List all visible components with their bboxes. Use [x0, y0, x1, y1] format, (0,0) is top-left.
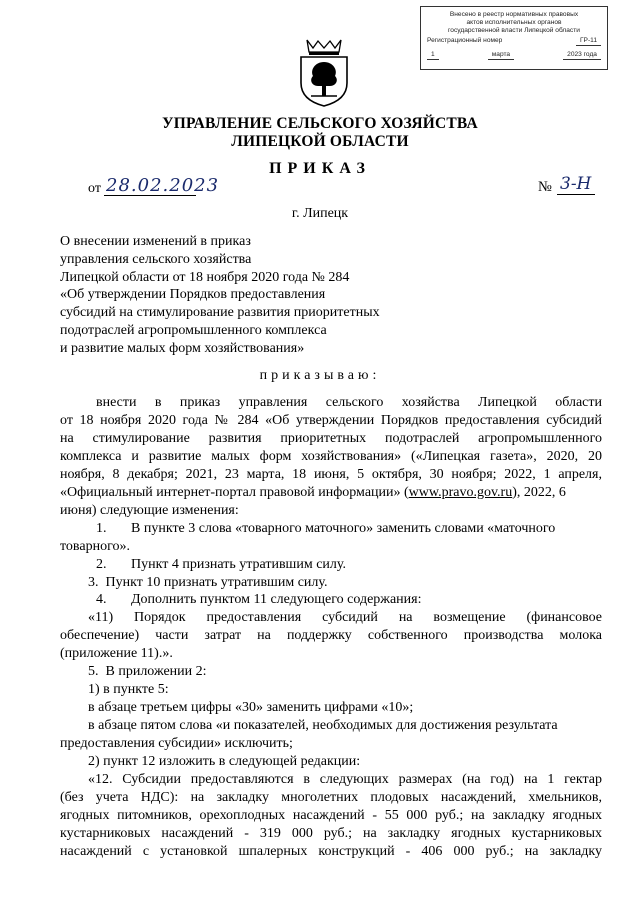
document-subject: [60, 233, 380, 358]
body-line: внести в приказ управления сельского хозяйства Липецкой области: [96, 395, 602, 410]
item-1: 1. В пункте 3 слова «товарного маточного» заменить словами «маточного: [96, 520, 556, 536]
city: г. Липецк: [291, 206, 349, 221]
subject-line: субсидий на стимулирование развития приоритетных: [60, 305, 380, 321]
coat-of-arms-emblem: [297, 38, 351, 108]
quote-11: обеспечение) части затрат на поддержку собственного производства молока: [60, 628, 602, 644]
item-4: 4. Дополнить пунктом 11 следующего содержания:: [96, 592, 422, 608]
item-5: 5. В приложении 2:: [88, 664, 207, 680]
stamp-line-3: государственной власти Липецкой области: [448, 27, 580, 34]
pravo-link[interactable]: www.pravo.gov.ru: [408, 484, 513, 500]
stamp-year: 2023 года: [563, 51, 601, 60]
item-2: 2. Пункт 4 признать утратившим силу.: [96, 556, 346, 572]
number-underline: [557, 194, 595, 195]
stamp-date-row: [421, 51, 607, 60]
stamp-reg-row: [421, 37, 607, 46]
number-label: №: [538, 179, 552, 195]
subitem: 2) пункт 12 изложить в следующей редакции:: [88, 754, 361, 770]
date-underline: [104, 195, 196, 196]
order-word: приказываю:: [259, 368, 381, 383]
quote-11: «11) Порядок предоставления субсидий на возмещение (финансовое: [88, 610, 602, 626]
subitem: в абзаце третьем цифры «30» заменить цифрами «10»;: [88, 700, 414, 716]
subject-line: «Об утверждении Порядков предоставления: [60, 287, 326, 303]
quote-12: кустарниковых насаждений - 319 000 руб.; на закладку ягодных кустарниковых: [60, 825, 602, 841]
subitem: предоставления субсидии» исключить;: [60, 736, 293, 752]
quote-12: ягодных питомников, орехоплодных насаждений - 55 000 руб.; на закладку ягодных: [60, 807, 602, 823]
stamp-month: марта: [488, 51, 514, 60]
registration-stamp: [420, 6, 608, 70]
body-line: июня) следующие изменения:: [60, 502, 239, 518]
subitem: в абзаце пятом слова «и показателей, необходимых для достижения результата: [88, 718, 558, 734]
organization-name-line-2: ЛИПЕЦКОЙ ОБЛАСТИ: [231, 133, 409, 150]
quote-12: насаждений с установкой шпалерных конструкций - 406 000 руб.; на закладку: [60, 843, 602, 859]
subject-line: Липецкой области от 18 ноября 2020 года № 284: [60, 269, 350, 285]
body-text: «Официальный интернет-портал правовой информации» (: [60, 484, 409, 500]
stamp-reg-number: ГР-11: [576, 37, 601, 46]
subject-line: управления сельского хозяйства: [60, 251, 252, 267]
organization-name-line-1: УПРАВЛЕНИЕ СЕЛЬСКОГО ХОЗЯЙСТВА: [162, 115, 478, 132]
body-line: на стимулирование развития приоритетных подотраслей агропромышленного: [60, 430, 602, 446]
quote-12: (без учета НДС): на закладку многолетних плодовых насаждений, хмельников,: [60, 789, 602, 805]
stamp-line-2: актов исполнительных органов: [466, 19, 562, 26]
subject-line: подотраслей агропромышленного комплекса: [60, 322, 327, 338]
stamp-reg-label: Регистрационный номер: [427, 37, 503, 44]
body-line: ноября, 8 декабря; 2021, 23 марта, 18 июня, 5 октября, 30 ноября; 2022, 1 апреля,: [60, 466, 602, 482]
item-3: 3. Пункт 10 признать утратившим силу.: [88, 574, 328, 590]
subitem: 1) в пункте 5:: [88, 682, 169, 698]
body-text: ), 2022, 6: [512, 484, 566, 500]
quote-12: «12. Субсидии предоставляются в следующих размерах (на год) на 1 гектар: [88, 772, 602, 788]
number-handwritten: 3-Н: [560, 174, 592, 194]
date-label: от: [88, 181, 101, 196]
item-1-cont: товарного».: [60, 538, 130, 554]
stamp-line-1: Внесено в реестр нормативных правовых: [449, 11, 579, 18]
quote-11: (приложение 11).».: [60, 646, 173, 662]
document-body: [60, 394, 602, 861]
body-line: [60, 484, 602, 502]
subject-line: и развитие малых форм хозяйствования»: [60, 340, 305, 356]
subject-line: О внесении изменений в приказ: [60, 234, 251, 249]
stamp-day: 1: [427, 51, 439, 60]
document-title: ПРИКАЗ: [269, 160, 371, 177]
body-line: от 18 ноября 2020 года № 284 «Об утверждении Порядков предоставления субсидий: [60, 412, 602, 428]
date-handwritten: 28.02.2023: [106, 175, 220, 196]
body-line: комплекса и развитие малых форм хозяйствования» («Липецкая газета», 2020, 20: [60, 448, 602, 464]
